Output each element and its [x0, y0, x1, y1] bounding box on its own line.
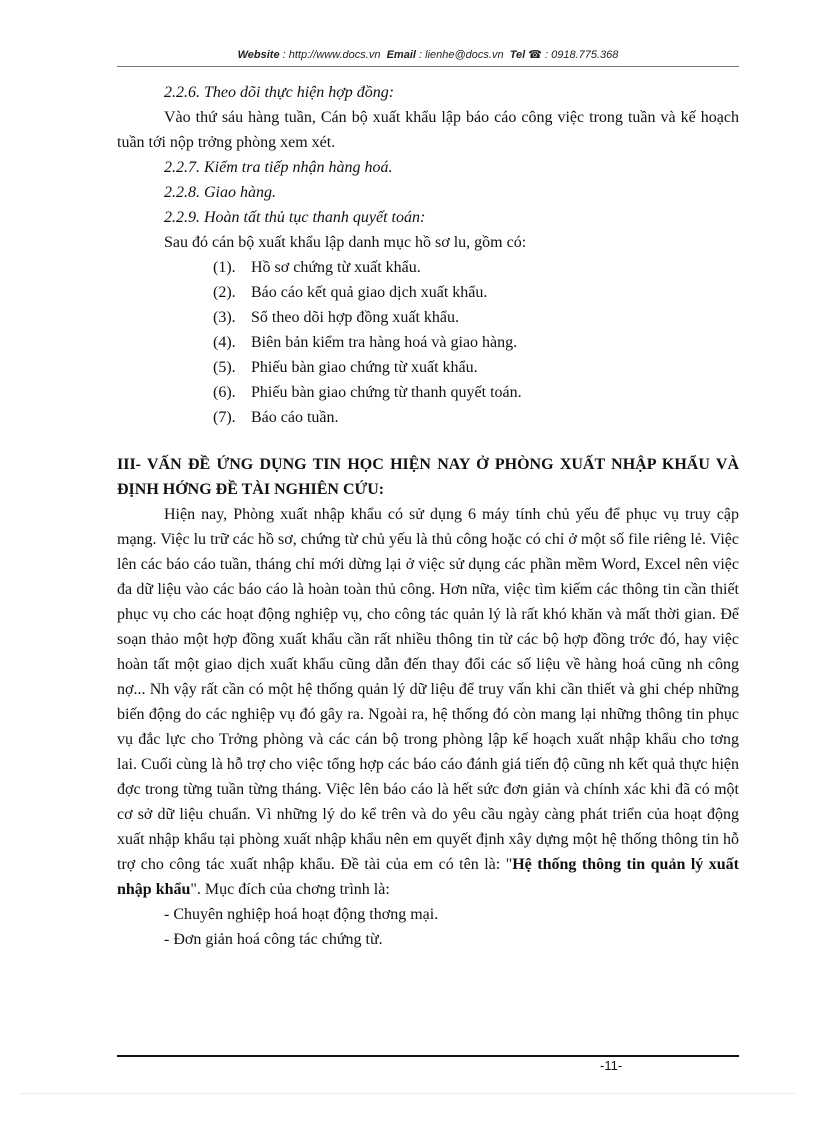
- tel-value: : 0918.775.368: [545, 49, 619, 61]
- project-title: Hệ thống thông tin quản lý xuất nhập khẩu: [117, 856, 739, 898]
- list-item: (2). Báo cáo kết quả giao dịch xuất khẩu.: [213, 284, 488, 301]
- list-item: (3). Sổ theo dõi hợp đồng xuất khẩu.: [213, 309, 459, 326]
- goal-item: - Đơn giản hoá công tác chứng từ.: [164, 931, 383, 948]
- website-value: : http://www.docs.vn: [282, 49, 381, 61]
- footer-divider: [117, 1055, 739, 1057]
- page-number: -11-: [600, 1058, 623, 1073]
- list-item: (5). Phiếu bàn giao chứng từ xuất khẩu.: [213, 359, 478, 376]
- heading-2-2-6: 2.2.6. Theo dõi thực hiện hợp đồng:: [164, 84, 395, 101]
- list-item: (7). Báo cáo tuần.: [213, 409, 339, 426]
- list-item: (1). Hồ sơ chứng từ xuất khẩu.: [213, 259, 421, 276]
- document-list: [117, 255, 739, 430]
- document-body: [117, 80, 739, 952]
- email-value: : lienhe@docs.vn: [419, 49, 504, 61]
- email-label: Email: [386, 49, 416, 61]
- paragraph-2-2-9: Sau đó cán bộ xuất khẩu lập danh mục hồ sơ lu, gồm có:: [164, 234, 527, 251]
- heading-2-2-8: 2.2.8. Giao hàng.: [164, 184, 276, 201]
- page-header: [117, 48, 739, 61]
- tel-label: Tel ☎: [509, 49, 542, 61]
- list-item: (4). Biên bản kiểm tra hàng hoá và giao hàng.: [213, 334, 518, 351]
- goal-item: - Chuyên nghiệp hoá hoạt động thơng mại.: [164, 906, 439, 923]
- website-label: Website: [237, 49, 280, 61]
- header-divider: [117, 66, 739, 67]
- section-3-paragraph: Hiện nay, Phòng xuất nhập khẩu có sử dụng 6 máy tính chủ yếu để phục vụ truy cập mạng. Việc lu trữ các hồ sơ, chứng từ chủ yếu là thủ công hoặc có chỉ ở một số file riêng lẻ. Việc lên các báo cáo tuần, tháng chỉ mới dừng lại ở việc sử dụng các phần mềm Word, Excel nên việc đa dữ liệu vào các báo cáo là hoàn toàn thủ công. Hơn nữa, việc tìm kiếm các thông tin cần thiết phục vụ cho các hoạt động nghiệp vụ, cho công tác quản lý là rất khó khăn và mất thời gian. Để soạn thảo một hợp đồng xuất khẩu cần rất nhiều thông tin từ các bộ hợp đồng trớc đó, hay việc hoàn tất một giao dịch xuất khẩu cũng dẫn đến thay đổi các số liệu về hàng hoá cũng nh công nợ... Nh vậy rất cần có một hệ thống quản lý dữ liệu để truy vấn khi cần thiết và ghi chép những biến động do các nghiệp vụ đó gây ra. Ngoài ra, hệ thống đó còn mang lại những thông tin phục vụ đắc lực cho Trởng phòng và các cán bộ trong phòng lập kế hoạch xuất nhập khẩu cho tơng lai. Cuối cùng là hỗ trợ cho việc tổng hợp các báo cáo đánh giá tiến độ cũng nh kết quả thực hiện đợc trong từng tuần từng tháng. Việc lên báo cáo là hết sức đơn giản và chính xác khi đã có một cơ sở dữ liệu chuẩn. Vì những lý do kể trên và do yêu cầu ngày càng phát triển của hoạt động xuất nhập khẩu tại phòng xuất nhập khẩu nên em quyết định xây dựng một hệ thống thông tin hỗ trợ cho công tác xuất nhập khẩu. Đề tài của em có tên là: "Hệ thống thông tin quản lý xuất nhập khẩu". Mục đích của chơng trình là:: [117, 506, 739, 898]
- heading-2-2-7: 2.2.7. Kiểm tra tiếp nhận hàng hoá.: [164, 159, 393, 176]
- list-item: (6). Phiếu bàn giao chứng từ thanh quyết toán.: [213, 384, 522, 401]
- paragraph-2-2-6: Vào thứ sáu hàng tuần, Cán bộ xuất khẩu lập báo cáo công việc trong tuần và kế hoạch tuần tới nộp trởng phòng xem xét.: [117, 109, 739, 151]
- section-3-heading: III- VẤN ĐỀ ỨNG DỤNG TIN HỌC HIỆN NAY Ở PHÒNG XUẤT NHẬP KHẨU VÀ ĐỊNH HỚNG ĐỀ TÀI NGHIÊN CỨU:: [117, 456, 739, 498]
- heading-2-2-9: 2.2.9. Hoàn tất thủ tục thanh quyết toán:: [164, 209, 426, 226]
- page-bottom-border: [20, 1093, 796, 1094]
